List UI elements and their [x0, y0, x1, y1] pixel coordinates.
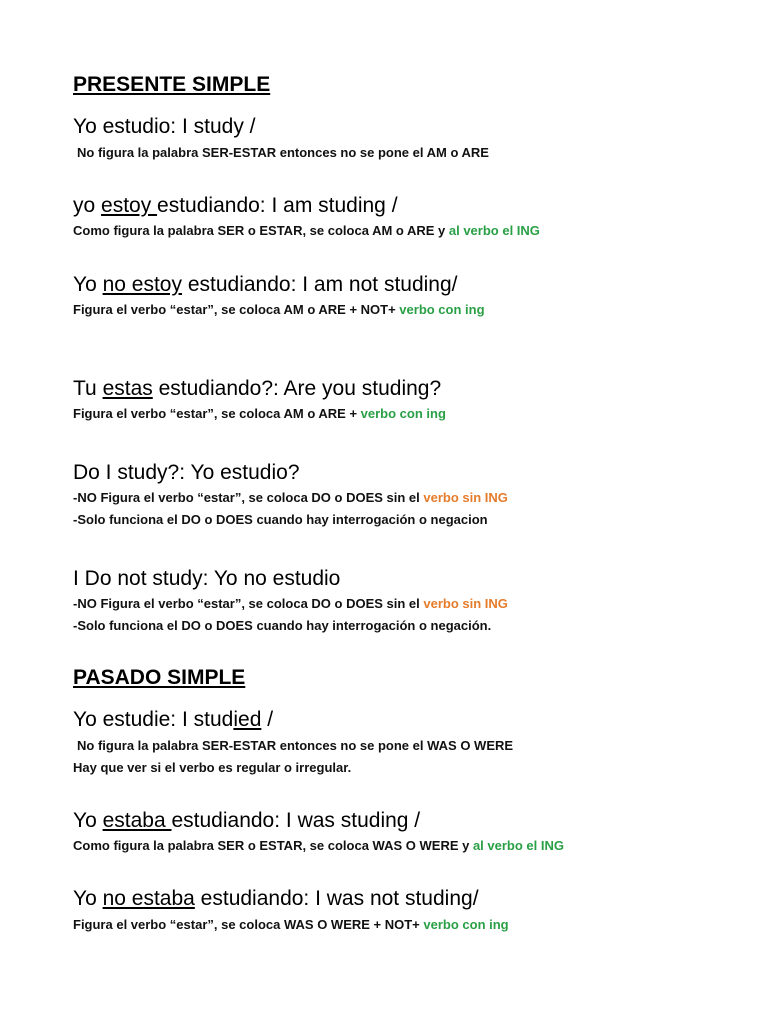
text-fragment: Yo	[73, 809, 103, 832]
highlight-green: verbo con ing	[360, 406, 446, 421]
explanation-note: No figura la palabra SER-ESTAR entonces no se pone el WAS O WERE	[77, 738, 514, 753]
note-text: Figura el verbo “estar”, se coloca AM o ARE + NOT+	[73, 302, 400, 317]
explanation-note	[73, 916, 509, 933]
note-text: -NO Figura el verbo “estar”, se coloca DO o DOES sin el	[73, 596, 424, 611]
example-sentence	[73, 193, 398, 219]
note-text: Como figura la palabra SER o ESTAR, se coloca WAS O WERE y	[73, 838, 473, 853]
highlight-green: al verbo el ING	[448, 223, 540, 238]
text-fragment: /	[261, 708, 274, 731]
text-fragment: Tu	[73, 377, 103, 400]
section-heading-pasado: PASADO SIMPLE	[73, 666, 246, 689]
example-sentence	[73, 886, 479, 912]
example-sentence	[73, 272, 458, 298]
underlined-word: estaba	[102, 809, 172, 832]
text-fragment: yo	[73, 194, 102, 217]
note-text: Figura el verbo “estar”, se coloca AM o ARE +	[73, 406, 361, 421]
example-sentence	[73, 376, 441, 402]
note-text: Figura el verbo “estar”, se coloca WAS O WERE + NOT+	[73, 917, 424, 932]
underlined-word: ied	[233, 708, 262, 731]
explanation-note: -Solo funciona el DO o DOES cuando hay interrogación o negacion	[73, 512, 488, 527]
explanation-note: No figura la palabra SER-ESTAR entonces no se pone el AM o ARE	[77, 145, 489, 160]
example-sentence: Yo estudio: I study /	[73, 115, 256, 138]
text-fragment: estudiando?: Are you studing?	[152, 377, 442, 400]
section-heading-presente: PRESENTE SIMPLE	[73, 73, 271, 96]
text-fragment: Yo	[73, 887, 103, 910]
explanation-note	[73, 301, 485, 318]
explanation-note	[73, 405, 446, 422]
example-sentence	[73, 707, 273, 733]
highlight-green: verbo con ing	[399, 302, 485, 317]
explanation-note	[73, 595, 508, 612]
highlight-green: verbo con ing	[423, 917, 509, 932]
text-fragment: estudiando: I am studing /	[157, 194, 398, 217]
example-sentence: I Do not study: Yo no estudio	[73, 567, 341, 590]
explanation-note: Hay que ver si el verbo es regular o irregular.	[73, 760, 352, 775]
text-fragment: estudiando: I am not studing/	[181, 273, 458, 296]
explanation-note: -Solo funciona el DO o DOES cuando hay interrogación o negación.	[73, 618, 492, 633]
example-sentence: Do I study?: Yo estudio?	[73, 461, 300, 484]
text-fragment: Yo	[73, 273, 103, 296]
highlight-green: al verbo el ING	[472, 838, 564, 853]
explanation-note	[73, 489, 508, 506]
example-sentence	[73, 808, 420, 834]
note-text: -NO Figura el verbo “estar”, se coloca DO o DOES sin el	[73, 490, 424, 505]
explanation-note	[73, 222, 540, 239]
note-text: Como figura la palabra SER o ESTAR, se coloca AM o ARE y	[73, 223, 449, 238]
text-fragment: estudiando: I was studing /	[171, 809, 421, 832]
text-fragment: Yo estudie: I stud	[73, 708, 234, 731]
underlined-word: estoy	[101, 194, 158, 217]
underlined-word: no estoy	[102, 273, 182, 296]
underlined-word: no estaba	[102, 887, 195, 910]
highlight-orange: verbo sin ING	[423, 490, 508, 505]
underlined-word: estas	[102, 377, 153, 400]
explanation-note	[73, 837, 564, 854]
text-fragment: estudiando: I was not studing/	[194, 887, 479, 910]
highlight-orange: verbo sin ING	[423, 596, 508, 611]
